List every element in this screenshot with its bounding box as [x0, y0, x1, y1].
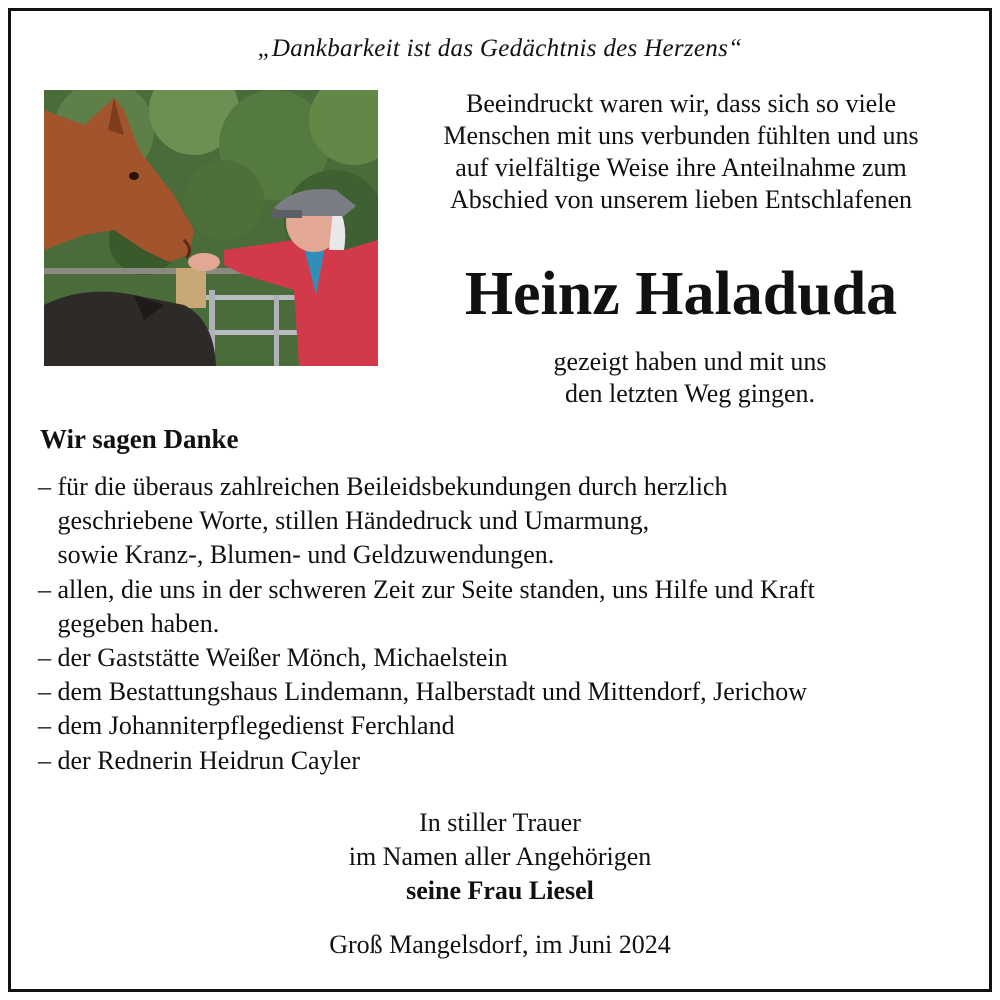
deceased-name: Heinz Haladuda [464, 260, 898, 328]
closing-line: In stiller Trauer [419, 808, 581, 837]
thanks-line: – dem Bestattungshaus Lindemann, Halberstadt und Mittendorf, Jerichow [38, 677, 808, 707]
thanks-line: – für die überaus zahlreichen Beileidsbekundungen durch herzlich [38, 472, 728, 501]
intro-line: Beeindruckt waren wir, dass sich so viele [465, 89, 896, 118]
thanks-line: geschriebene Worte, stillen Händedruck und Umarmung, [38, 506, 650, 536]
thanks-line: gegeben haben. [38, 608, 220, 638]
closing-block [0, 806, 1000, 908]
place-date: Groß Mangelsdorf, im Juni 2024 [329, 930, 671, 959]
photo-man-with-horses-icon [44, 90, 378, 366]
thanks-line: sowie Kranz-, Blumen- und Geldzuwendungen. [38, 540, 555, 570]
thanks-list [38, 470, 978, 778]
after-name-line: den letzten Weg gingen. [564, 379, 816, 408]
thanks-line: – der Gaststätte Weißer Mönch, Michaelstein [38, 643, 508, 673]
intro-line: Menschen mit uns verbunden fühlten und uns [443, 121, 919, 150]
after-name-text [470, 346, 910, 410]
quote: „Dankbarkeit ist das Gedächtnis des Herzens“ [257, 35, 743, 62]
closing-line: im Namen aller Angehörigen [348, 842, 652, 871]
memorial-photo [44, 90, 378, 366]
after-name-line: gezeigt haben und mit uns [553, 347, 827, 376]
thanks-line: – allen, die uns in der schweren Zeit zur Seite standen, uns Hilfe und Kraft [38, 574, 815, 604]
thanks-line: – dem Johanniterpflegedienst Ferchland [38, 711, 455, 741]
signature: seine Frau Liesel [406, 876, 594, 905]
intro-line: Abschied von unserem lieben Entschlafenen [449, 185, 913, 214]
intro-text [390, 88, 972, 216]
intro-line: auf vielfältige Weise ihre Anteilnahme zum [455, 153, 907, 182]
thanks-heading: Wir sagen Danke [40, 424, 239, 454]
thanks-line: – der Rednerin Heidrun Cayler [38, 745, 361, 775]
